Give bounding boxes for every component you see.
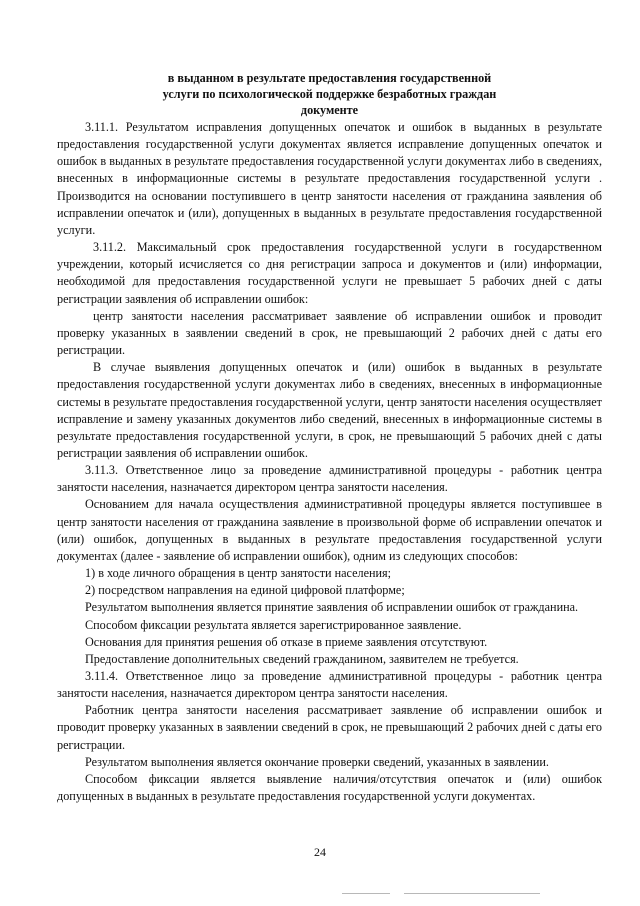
paragraph-refusal-grounds: Основания для принятия решения об отказе в приеме заявления отсутствуют. <box>85 634 488 649</box>
list-item-personal-visit: 1) в ходе личного обращения в центр занятости населения; <box>85 566 392 581</box>
page-number: 24 <box>314 845 326 859</box>
list-item-digital-platform: 2) посредством направления на единой цифровой платформе; <box>85 583 405 598</box>
section-heading <box>57 70 602 118</box>
paragraph-result-check: Результатом выполнения является окончание проверки сведений, указанных в заявлении. <box>85 754 549 769</box>
paragraph-3-11-3: 3.11.3. Ответственное лицо за проведение административной процедуры - работник центра занятости населения, назначается директором центра занятости населения. <box>57 463 602 495</box>
paragraph-basis: Основанием для начала осуществления административной процедуры является поступившее в центр занятости населения от гражданина заявление в произвольной форме об исправлении опечаток и (или) ошибок, допущенных в выданных в результате предоставления государственной услуги документах (далее - заявление об исправлении ошибок), одним из следующих способов: <box>57 497 602 563</box>
heading-line-1: в выданном в результате предоставления государственной <box>167 71 492 85</box>
paragraph-3-11-4: 3.11.4. Ответственное лицо за проведение административной процедуры - работник центра занятости населения, назначается директором центра занятости населения. <box>57 669 602 701</box>
paragraph-result-acceptance: Результатом выполнения является принятие заявления об исправлении ошибок от гражданина. <box>85 600 579 615</box>
paragraph-3-11-2: 3.11.2. Максимальный срок предоставления государственной услуги в государственном учреждении, который исчисляется со дня регистрации запроса и документов и (или) информации, необходимой для предоставления государственной услуги не превышает 5 рабочих дней с даты регистрации заявления об исправлении ошибок: <box>57 240 602 306</box>
scan-edge-line-right <box>404 893 540 894</box>
heading-line-2: услуги по психологической поддержке безработных граждан <box>162 87 497 101</box>
scan-edge-line-left <box>342 893 390 894</box>
paragraph-worker-review: Работник центра занятости населения рассматривает заявление об исправлении ошибок и проводит проверку указанных в заявлении сведений в срок, не превышающий 2 рабочих дней с даты его регистрации. <box>57 703 602 752</box>
paragraph-error-correction: В случае выявления допущенных опечаток и (или) ошибок в выданных в результате предоставления государственной услуги документах либо в сведениях, внесенных в информационные системы в результате предоставления государственной услуги, центр занятости населения осуществляет исправление и замену указанных документов либо сведений, внесенных в информационные системы в результате предоставления государственной услуги, в срок, не превышающий 5 рабочих дней с даты регистрации заявления об исправлении ошибок. <box>57 360 602 460</box>
paragraph-review-term: центр занятости населения рассматривает заявление об исправлении ошибок и проводит проверку указанных в заявлении сведений в срок, не превышающий 2 рабочих дней с даты его регистрации. <box>57 308 602 358</box>
paragraph-additional-info: Предоставление дополнительных сведений гражданином, заявителем не требуется. <box>85 651 519 666</box>
paragraph-3-11-1: 3.11.1. Результатом исправления допущенных опечаток и ошибок в выданных в результате предоставления государственной услуги документах является исправление допущенных опечаток и ошибок в выданных в результате предоставления государственной услуги документах либо в сведениях, внесенных в информационные системы в результате предоставления государственной услуги . Производится на основании поступившего в центр занятости населения от гражданина заявления об исправлении опечаток и (или), допущенных в выданных в результате предоставления государственной услуги. <box>57 120 602 237</box>
paragraph-fixation-detection: Способом фиксации является выявление наличия/отсутствия опечаток и (или) ошибок допущенных в выданных в результате предоставления государственной услуги документах. <box>57 771 602 804</box>
heading-line-3: документе <box>300 103 359 117</box>
paragraph-fixation-method: Способом фиксации результата является зарегистрированное заявление. <box>85 617 462 632</box>
